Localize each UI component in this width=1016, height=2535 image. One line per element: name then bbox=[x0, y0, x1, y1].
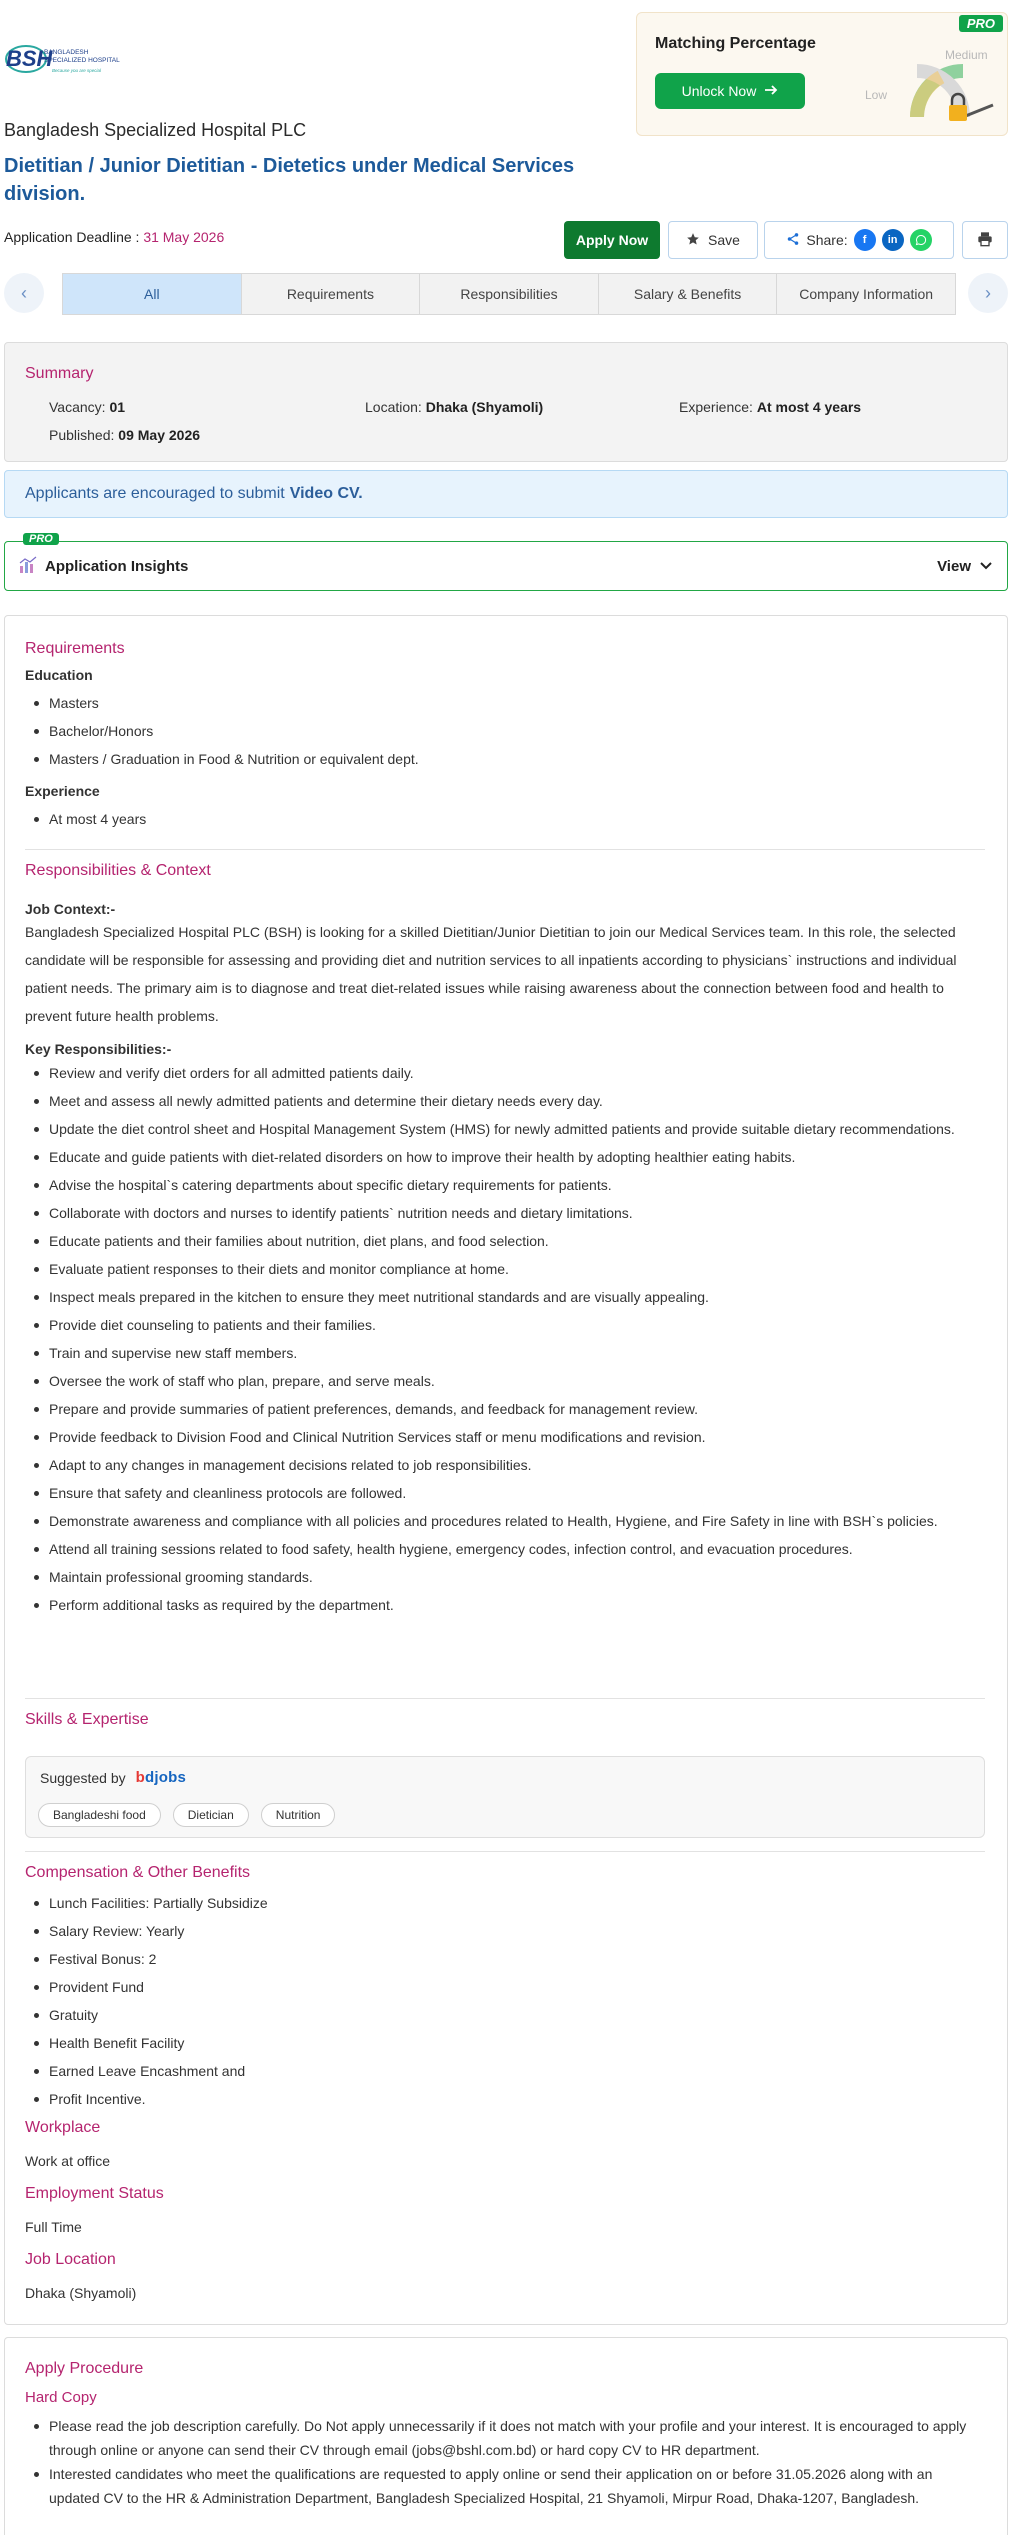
company-logo bbox=[4, 40, 120, 82]
logo-line2: SPECIALIZED HOSPITAL bbox=[44, 57, 120, 64]
apply-procedure-list bbox=[25, 2414, 985, 2510]
experience bbox=[679, 399, 861, 415]
application-insights[interactable] bbox=[4, 533, 1008, 591]
list-item: Review and verify diet orders for all admitted patients daily. bbox=[25, 1059, 985, 1087]
apply-procedure-title: Apply Procedure bbox=[25, 2360, 144, 2377]
key-responsibilities-label: Key Responsibilities:- bbox=[25, 1041, 172, 1057]
video-cv-text: Applicants are encouraged to submit bbox=[25, 485, 285, 502]
experience-list bbox=[25, 805, 985, 833]
tab-responsibilities[interactable]: Responsibilities bbox=[420, 274, 599, 314]
workplace-title: Workplace bbox=[25, 2119, 101, 2136]
application-deadline bbox=[4, 229, 224, 245]
list-item: Evaluate patient responses to their diets and monitor compliance at home. bbox=[25, 1255, 985, 1283]
list-item: Oversee the work of staff who plan, prepare, and serve meals. bbox=[25, 1367, 985, 1395]
suggested-label: Suggested by bbox=[40, 1769, 126, 1786]
list-item: Health Benefit Facility bbox=[25, 2029, 985, 2057]
matching-gauge bbox=[827, 29, 1007, 129]
list-item: Provide feedback to Division Food and Clinical Nutrition Services staff or menu modifications and revision. bbox=[25, 1423, 985, 1451]
compensation-title: Compensation & Other Benefits bbox=[25, 1864, 251, 1881]
list-item: Meet and assess all newly admitted patients and determine their dietary needs every day. bbox=[25, 1087, 985, 1115]
video-cv-banner bbox=[4, 470, 1008, 518]
save-label: Save bbox=[708, 232, 740, 248]
list-item: Please read the job description carefully. Do Not apply unnecessarily if it does not match with your profile and your interest. It is encouraged to apply through online or anyone can send their CV through email (jobs@bshl.com.bd) or hard copy CV to HR department. bbox=[25, 2414, 985, 2462]
list-item: Festival Bonus: 2 bbox=[25, 1945, 985, 1973]
matching-title: Matching Percentage bbox=[655, 35, 816, 52]
list-item: At most 4 years bbox=[25, 805, 985, 833]
skill-chips bbox=[38, 1803, 335, 1827]
logo-tagline: Because you are special bbox=[52, 68, 102, 73]
list-item: Educate patients and their families about nutrition, diet plans, and food selection. bbox=[25, 1227, 985, 1255]
list-item: Lunch Facilities: Partially Subsidize bbox=[25, 1889, 985, 1917]
experience-label: Experience: bbox=[679, 399, 753, 415]
tab-list bbox=[62, 273, 956, 315]
requirements-title: Requirements bbox=[25, 640, 125, 657]
section-tabs bbox=[4, 273, 1008, 315]
share-label: Share: bbox=[806, 232, 848, 248]
compensation-list bbox=[25, 1889, 985, 2113]
share-bar bbox=[764, 221, 954, 259]
responsibilities-list bbox=[25, 1059, 985, 1619]
bdjobs-brand: djobs bbox=[145, 1769, 186, 1786]
job-title: Dietitian / Junior Dietitian - Dietetics under Medical Services division. bbox=[4, 155, 575, 205]
skills-box bbox=[25, 1756, 985, 1838]
location-value: Dhaka (Shyamoli) bbox=[425, 399, 544, 415]
chevron-right-icon: › bbox=[985, 282, 991, 303]
arrow-right-icon bbox=[764, 83, 778, 99]
vacancy bbox=[49, 399, 125, 415]
divider bbox=[25, 849, 985, 850]
insights-title: Application Insights bbox=[45, 557, 189, 575]
education-label: Education bbox=[25, 667, 93, 683]
list-item: Earned Leave Encashment and bbox=[25, 2057, 985, 2085]
workplace-value: Work at office bbox=[25, 2153, 111, 2169]
list-item: Profit Incentive. bbox=[25, 2085, 985, 2113]
list-item: Maintain professional grooming standards. bbox=[25, 1563, 985, 1591]
tab-salary-benefits[interactable]: Salary & Benefits bbox=[599, 274, 778, 314]
chevron-down-icon bbox=[979, 558, 993, 575]
summary-panel bbox=[4, 342, 1008, 462]
video-cv-link[interactable]: Video CV. bbox=[289, 485, 363, 502]
list-item: Update the diet control sheet and Hospital Management System (HMS) for newly admitted patients and provide suitable dietary recommendations. bbox=[25, 1115, 985, 1143]
employment-status-title: Employment Status bbox=[25, 2185, 164, 2202]
matching-percentage-card bbox=[636, 12, 1008, 136]
apply-now-button[interactable]: Apply Now bbox=[564, 221, 660, 259]
suggested-by bbox=[40, 1769, 186, 1786]
list-item: Gratuity bbox=[25, 2001, 985, 2029]
skill-chip[interactable]: Bangladeshi food bbox=[38, 1803, 161, 1827]
tab-scroll-left[interactable] bbox=[4, 273, 44, 313]
linkedin-icon[interactable]: in bbox=[882, 229, 904, 251]
whatsapp-icon[interactable] bbox=[910, 229, 932, 251]
insights-chart-icon bbox=[19, 556, 37, 577]
list-item: Masters / Graduation in Food & Nutrition or equivalent dept. bbox=[25, 745, 985, 773]
list-item: Perform additional tasks as required by the department. bbox=[25, 1591, 985, 1619]
unlock-now-button[interactable] bbox=[655, 73, 805, 109]
vacancy-value: 01 bbox=[109, 399, 126, 415]
list-item: Attend all training sessions related to food safety, health hygiene, emergency codes, infection control, and evacuation procedures. bbox=[25, 1535, 985, 1563]
share-icon bbox=[786, 232, 800, 249]
list-item: Adapt to any changes in management decisions related to job responsibilities. bbox=[25, 1451, 985, 1479]
skill-chip[interactable]: Dietician bbox=[173, 1803, 249, 1827]
skill-chip[interactable]: Nutrition bbox=[261, 1803, 336, 1827]
hard-copy-subtitle: Hard Copy bbox=[25, 2389, 97, 2406]
tab-company-information[interactable]: Company Information bbox=[777, 274, 955, 314]
view-label: View bbox=[937, 557, 971, 575]
lock-icon bbox=[949, 105, 967, 121]
list-item: Inspect meals prepared in the kitchen to ensure they meet nutritional standards and are visually appealing. bbox=[25, 1283, 985, 1311]
list-item: Provide diet counseling to patients and their families. bbox=[25, 1311, 985, 1339]
save-button[interactable] bbox=[668, 221, 758, 259]
divider bbox=[25, 1851, 985, 1852]
list-item: Bachelor/Honors bbox=[25, 717, 985, 745]
job-details-card bbox=[4, 615, 1008, 2325]
star-icon bbox=[686, 232, 700, 249]
list-item: Demonstrate awareness and compliance with all policies and procedures related to Health, Hygiene, and Fire Safety in line with BSH`s policies. bbox=[25, 1507, 985, 1535]
list-item: Masters bbox=[25, 689, 985, 717]
tab-all[interactable]: All bbox=[63, 274, 242, 314]
logo-line1: BANGLADESH bbox=[44, 49, 89, 56]
employment-status-value: Full Time bbox=[25, 2219, 82, 2235]
experience-req-label: Experience bbox=[25, 783, 100, 799]
pro-badge: PRO bbox=[959, 15, 1003, 32]
published-label: Published: bbox=[49, 427, 115, 443]
list-item: Salary Review: Yearly bbox=[25, 1917, 985, 1945]
gauge-medium: Medium bbox=[945, 48, 988, 62]
published bbox=[49, 427, 200, 443]
deadline-date: 31 May 2026 bbox=[143, 229, 225, 245]
list-item: Collaborate with doctors and nurses to identify patients` nutrition needs and dietary limitations. bbox=[25, 1199, 985, 1227]
job-context-label: Job Context:- bbox=[25, 901, 116, 917]
published-value: 09 May 2026 bbox=[118, 427, 201, 443]
responsibilities-title: Responsibilities & Context bbox=[25, 862, 211, 879]
vacancy-label: Vacancy: bbox=[49, 399, 106, 415]
list-item: Provident Fund bbox=[25, 1973, 985, 2001]
divider bbox=[25, 1698, 985, 1699]
print-button[interactable] bbox=[962, 221, 1008, 259]
list-item: Educate and guide patients with diet-related disorders on how to improve their health by adopting healthier eating habits. bbox=[25, 1143, 985, 1171]
location bbox=[365, 399, 543, 415]
tab-requirements[interactable]: Requirements bbox=[242, 274, 421, 314]
company-name: Bangladesh Specialized Hospital PLC bbox=[4, 120, 307, 140]
list-item: Prepare and provide summaries of patient preferences, demands, and feedback for management review. bbox=[25, 1395, 985, 1423]
job-context-text: Bangladesh Specialized Hospital PLC (BSH) is looking for a skilled Dietitian/Junior Dietitian to join our Medical Services team. In this role, the selected candidate will be responsible for assessing and providing diet and nutrition services to all inpatients according to physicians` instructions and individual patient needs. The primary aim is to diagnose and treat diet-related issues while raising awareness about the connection between food and health to prevent future health problems. bbox=[25, 924, 957, 1024]
education-list bbox=[25, 689, 985, 773]
job-location-title: Job Location bbox=[25, 2251, 116, 2268]
apply-procedure-card bbox=[4, 2337, 1008, 2535]
list-item: Train and supervise new staff members. bbox=[25, 1339, 985, 1367]
skills-title: Skills & Expertise bbox=[25, 1711, 149, 1728]
job-location-value: Dhaka (Shyamoli) bbox=[25, 2285, 137, 2301]
facebook-icon[interactable]: f bbox=[854, 229, 876, 251]
pro-badge-insights: PRO bbox=[23, 533, 59, 545]
chevron-left-icon: ‹ bbox=[21, 282, 27, 303]
summary-title: Summary bbox=[25, 365, 94, 382]
tab-scroll-right[interactable] bbox=[968, 273, 1008, 313]
location-label: Location: bbox=[365, 399, 422, 415]
experience-value: At most 4 years bbox=[756, 399, 862, 415]
insights-view-button[interactable] bbox=[937, 558, 993, 575]
printer-icon bbox=[977, 231, 993, 250]
list-item: Advise the hospital`s catering departments about specific dietary requirements for patients. bbox=[25, 1171, 985, 1199]
list-item: Interested candidates who meet the qualifications are requested to apply online or send their application on or before 31.05.2026 along with an updated CV to the HR & Administration Department, Bangladesh Specialized Hospital, 21 Shyamoli, Mirpur Road, Dhaka-1207, Bangladesh. bbox=[25, 2462, 985, 2510]
unlock-label: Unlock Now bbox=[681, 83, 757, 99]
list-item: Ensure that safety and cleanliness protocols are followed. bbox=[25, 1479, 985, 1507]
gauge-low: Low bbox=[865, 88, 888, 102]
logo-brand: BSH bbox=[6, 46, 53, 71]
bdjobs-logo: bdjobs bbox=[135, 1769, 186, 1786]
deadline-label: Application Deadline : bbox=[4, 229, 140, 245]
